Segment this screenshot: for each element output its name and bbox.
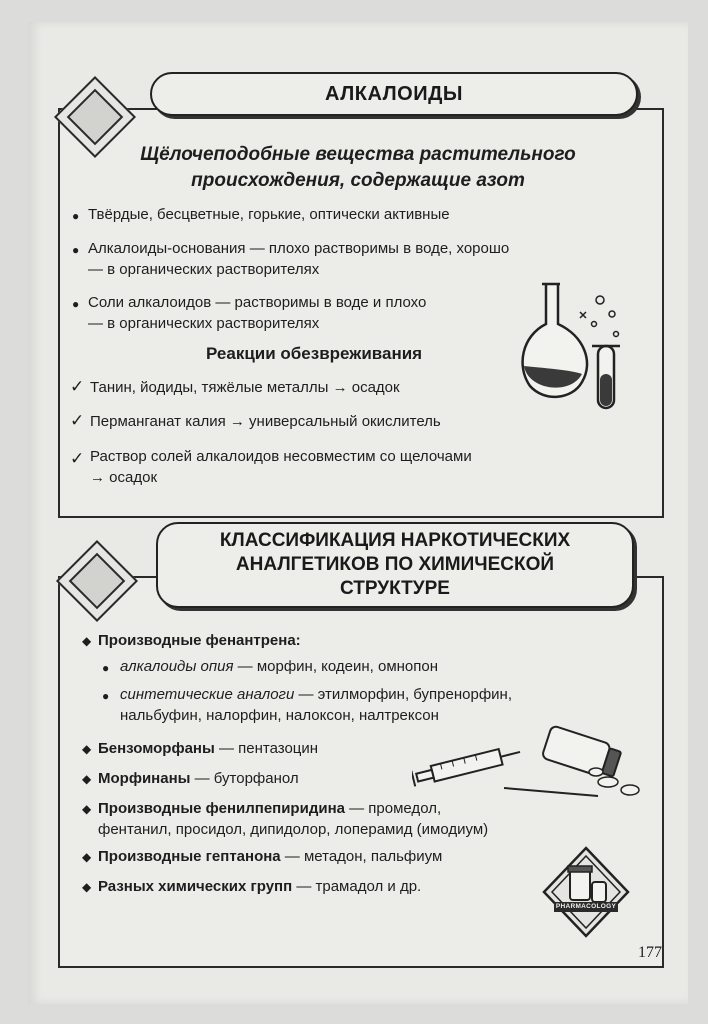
class-item (98, 738, 318, 759)
checkmark-icon: ✓ (70, 377, 85, 396)
pharmacology-logo-text: PHARMACOLOGY (555, 903, 617, 910)
property-line: Твёрдые, бесцветные, горькие, оптически активные (88, 206, 450, 223)
class-item (98, 798, 441, 819)
reaction-line: → осадок (90, 469, 158, 486)
reaction-line: Перманганат калия → универсальный окислитель (90, 413, 441, 430)
alkaloids-subtitle (78, 142, 638, 194)
page-number: 177 (638, 944, 662, 961)
property-line: — в органических растворителях (88, 261, 320, 278)
diamond-bullet: ◆ (82, 880, 92, 894)
title-line-1: КЛАССИФИКАЦИЯ НАРКОТИЧЕСКИХ (219, 530, 571, 551)
subclass-list: нальбуфин, налорфин, налоксон, налтрексон (120, 707, 439, 724)
subclass-term: синтетические аналоги (120, 686, 295, 703)
class-drugs: — трамадол и др. (292, 878, 422, 895)
subclass-list: — морфин, кодеин, омнопон (233, 658, 439, 675)
diamond-bullet: ◆ (82, 742, 92, 756)
bullet-dot: ● (72, 243, 80, 257)
diamond-bullet: ◆ (82, 634, 92, 648)
class-drugs: — пентазоцин (214, 740, 319, 757)
title-line-2: АНАЛГЕТИКОВ ПО ХИМИЧЕСКОЙ (235, 554, 555, 575)
class-label: Производные фенилпепиридина (98, 800, 345, 817)
diamond-bullet: ◆ (82, 850, 92, 864)
checkmark-icon: ✓ (70, 411, 85, 430)
reaction-line: Раствор солей алкалоидов несовместим со щелочами (90, 448, 472, 465)
subtitle-line-2: происхождения, содержащие азот (191, 170, 525, 191)
checkmark-icon: ✓ (70, 449, 85, 468)
property-line: — в органических растворителях (88, 315, 320, 332)
class-label: Морфинаны (98, 770, 191, 787)
bullet-dot: ● (102, 689, 110, 703)
diamond-bullet: ◆ (82, 802, 92, 816)
class-item (98, 876, 421, 897)
class-drugs: — буторфанол (190, 770, 299, 787)
class-item (98, 768, 299, 789)
class-drugs: — метадон, пальфиум (280, 848, 443, 865)
syringe-pills-icon (412, 716, 642, 800)
pharmacology-badge-icon (540, 844, 632, 944)
property-line: Соли алкалоидов — растворимы в воде и плохо (88, 294, 427, 311)
classification-title (156, 522, 634, 608)
class-label: Производные гептанона (98, 848, 281, 865)
diamond-bullet: ◆ (82, 772, 92, 786)
subtitle-line-1: Щёлочеподобные вещества растительного (140, 144, 576, 165)
title-line-3: СТРУКТУРЕ (340, 578, 450, 599)
subclass-item (120, 656, 438, 677)
subclass-term: алкалоиды опия (120, 658, 234, 675)
class-item (98, 846, 442, 867)
property-line: Алкалоиды-основания — плохо растворимы в воде, хорошо (88, 240, 510, 257)
class-label: Разных химических групп (98, 878, 293, 895)
class-item: Производные фенантрена: (98, 632, 301, 649)
reaction-line: Танин, йодиды, тяжёлые металлы → осадок (90, 379, 400, 396)
subclass-list: — этилморфин, бупренорфин, (294, 686, 513, 703)
class-label: Бензоморфаны (98, 740, 215, 757)
reactions-heading: Реакции обезвреживания (206, 344, 423, 363)
alkaloids-title: АЛКАЛОИДЫ (150, 72, 638, 116)
subclass-item (120, 684, 512, 705)
bullet-dot: ● (102, 661, 110, 675)
class-drugs: — промедол, (344, 800, 442, 817)
flask-test-tube-icon (512, 278, 632, 418)
book-page (28, 22, 688, 1004)
bullet-dot: ● (72, 209, 80, 223)
bullet-dot: ● (72, 297, 80, 311)
class-drugs: фентанил, просидол, дипидолор, лоперамид (имодиум) (98, 821, 489, 838)
